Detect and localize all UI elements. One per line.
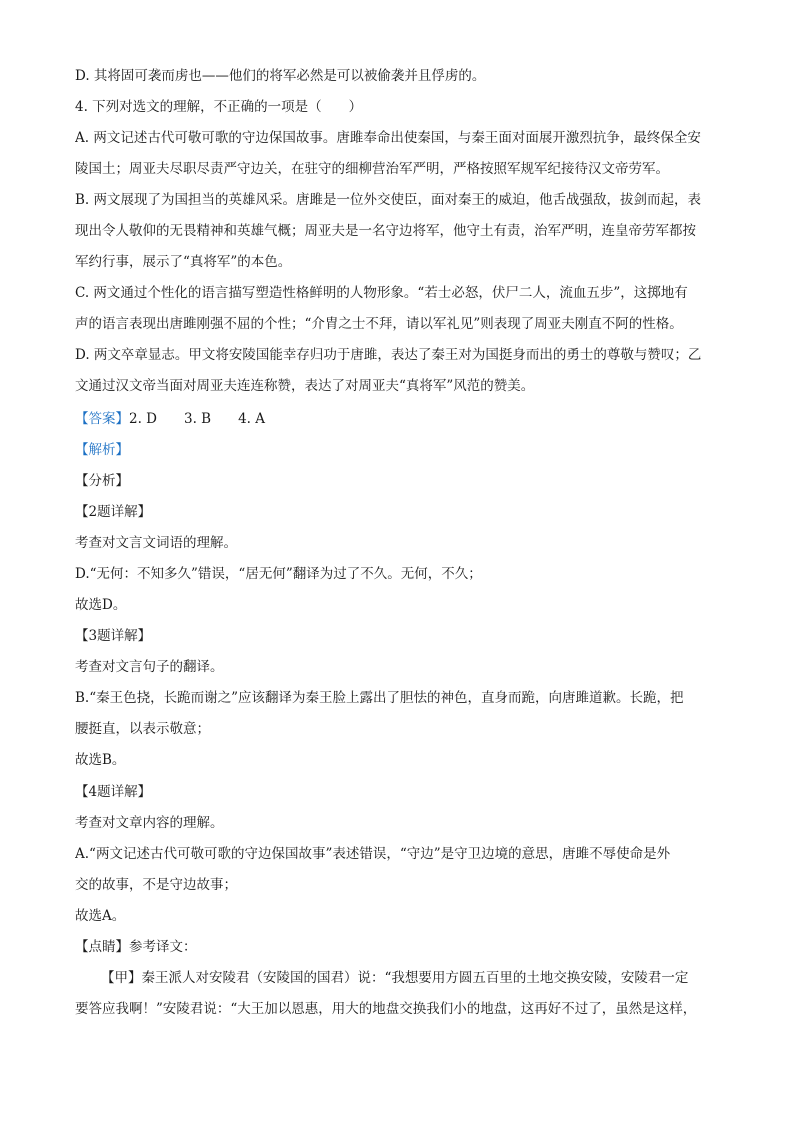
option-b-line2: 现出令人敬仰的无畏精神和英雄气概；周亚夫是一名守边将军，他守土有责，治军严明，连皇帝劳军都按 xyxy=(75,223,696,239)
option-d-q3: D. 其将固可袭而虏也——他们的将军必然是可以被偷袭并且俘虏的。 xyxy=(75,68,486,84)
option-a-line1: A. 两文记述古代可敬可歌的守边保国故事。唐雎奉命出使秦国，与秦王面对面展开激烈抗争，最终保全安 xyxy=(75,130,701,146)
answer-text: 2. D 3. B 4. A xyxy=(129,411,266,427)
q4-line3: 交的故事，不是守边故事； xyxy=(75,877,237,893)
option-a-line2: 陵国土；周亚夫尽职尽责严守边关，在驻守的细柳营治军严明，严格按照军规军纪接待汉文帝劳军。 xyxy=(75,161,669,177)
option-b-line3: 军约行事，展示了“真将军”的本色。 xyxy=(75,254,292,270)
translation-line2: 要答应我啊！”安陵君说：“大王加以恩惠，用大的地盘交换我们小的地盘，这再好不过了，虽然是这样， xyxy=(75,1001,697,1017)
q3-line3: 腰挺直，以表示敬意； xyxy=(75,721,210,737)
q4-line4: 故选A。 xyxy=(75,908,126,924)
q2-line1: 考查对文言文词语的理解。 xyxy=(75,535,237,551)
q3-line4: 故选B。 xyxy=(75,752,126,768)
q3-line2: B.“秦王色挠，长跪而谢之”应该翻译为秦王脸上露出了胆怯的神色，直身而跪，向唐雎道歉。长跪，把 xyxy=(75,690,684,706)
q2-detail-tag: 【2题详解】 xyxy=(75,504,152,520)
dianjing-text: 参考译文： xyxy=(129,939,197,955)
q3-line1: 考查对文言句子的翻译。 xyxy=(75,659,224,675)
fenxi-tag: 【分析】 xyxy=(75,473,129,489)
answer-line xyxy=(75,409,725,429)
q2-line2: D.“无何：不知多久”错误，“居无何”翻译为过了不久。无何，不久； xyxy=(75,566,482,582)
option-d-line2: 文通过汉文帝当面对周亚夫连连称赞，表达了对周亚夫“真将军”风范的赞美。 xyxy=(75,378,535,394)
option-c-line2: 声的语言表现出唐雎刚强不屈的个性；“介胄之士不拜，请以军礼见”则表现了周亚夫刚直不阿的性格。 xyxy=(75,316,683,332)
dianjing-tag: 【点睛】 xyxy=(75,939,129,955)
translation-line1: 【甲】秦王派人对安陵君（安陵国的国君）说：“我想要用方圆五百里的土地交换安陵，安陵君一定 xyxy=(101,970,689,986)
q2-line3: 故选D。 xyxy=(75,597,127,613)
answer-tag: 【答案】 xyxy=(75,411,129,427)
q4-line2: A.“两文记述古代可敬可歌的守边保国故事”表述错误，“守边”是守卫边境的意思，唐雎不辱使命是外 xyxy=(75,846,671,862)
question-4: 4. 下列对选文的理解，不正确的一项是（ ） xyxy=(75,99,363,115)
option-d-line1: D. 两文卒章显志。甲文将安陵国能幸存归功于唐雎，表达了秦王对为国挺身而出的勇士的尊敬与赞叹；乙 xyxy=(75,347,702,363)
analysis-tag: 【解析】 xyxy=(75,442,129,458)
q3-detail-tag: 【3题详解】 xyxy=(75,628,152,644)
option-c-line1: C. 两文通过个性化的语言描写塑造性格鲜明的人物形象。“若士必怒，伏尸二人，流血五步”，这掷地有 xyxy=(75,285,688,301)
q4-line1: 考查对文章内容的理解。 xyxy=(75,815,224,831)
option-b-line1: B. 两文展现了为国担当的英雄风采。唐雎是一位外交使臣，面对秦王的威迫，他舌战强敌，拔剑而起，表 xyxy=(75,192,702,208)
q4-detail-tag: 【4题详解】 xyxy=(75,784,152,800)
dianjing-line xyxy=(75,937,725,957)
